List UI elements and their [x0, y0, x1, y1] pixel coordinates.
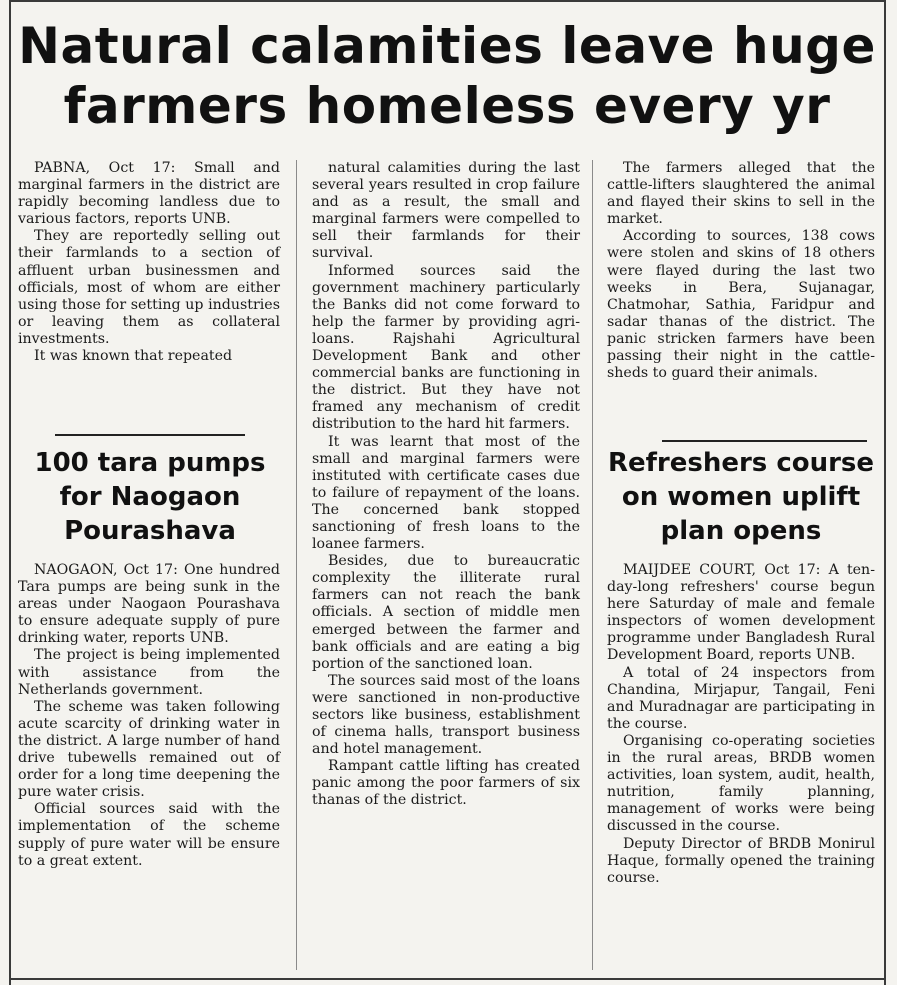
pumps-paragraph: The project is being implemented with assistance from the Netherlands government. [18, 647, 280, 698]
main-story-paragraph: natural calamities during the last several years resulted in crop failure and as a result, the small and marginal farmers were compelled to sell their farmlands for their survival. [312, 160, 580, 262]
main-story-paragraph: It was learnt that most of the small and marginal farmers were instituted with certificate cases due to failure of repayment of the loans. The concerned bank stopped sanctioning of fresh loans to the loanee farmers. [312, 433, 580, 553]
main-story-column-1 [18, 160, 280, 365]
story-separator-rule [55, 434, 245, 436]
story-separator-rule [662, 440, 867, 442]
frame-top-border [9, 0, 886, 2]
refreshers-paragraph: A total of 24 inspectors from Chandina, Mirjapur, Tangail, Feni and Muradnagar are participating in the course. [607, 664, 875, 732]
frame-bottom-border [9, 978, 886, 980]
pumps-paragraph: The scheme was taken following acute scarcity of drinking water in the district. A large number of hand drive tubewells remained out of order for a long time deepening the pure water crisis. [18, 698, 280, 801]
pumps-paragraph: Official sources said with the implementation of the scheme supply of pure water will be ensure to a great extent. [18, 801, 280, 869]
column-divider [296, 160, 297, 970]
main-story-paragraph: Rampant cattle lifting has created panic among the poor farmers of six thanas of the district. [312, 758, 580, 809]
column-divider [592, 160, 593, 970]
refreshers-paragraph: Deputy Director of BRDB Monirul Haque, formally opened the training course. [607, 835, 875, 886]
pumps-headline: 100 tara pumps for Naogaon Pourashava [34, 448, 266, 546]
main-story-column-2 [312, 160, 580, 810]
main-story-paragraph: Informed sources said the government machinery particularly the Banks did not come forward to help the farmer by providing agri-loans. Rajshahi Agricultural Development Bank and other commercial banks are functioning in the district. But they have not framed any mechanism of credit distribution to the hard hit farmers. [312, 262, 580, 433]
main-headline: Natural calamities leave huge farmers homeless every yr [18, 17, 876, 135]
main-story-paragraph: PABNA, Oct 17: Small and marginal farmers in the district are rapidly becoming landless due to various factors, reports UNB. [18, 160, 280, 228]
pumps-story-body [18, 562, 280, 870]
pumps-paragraph: NAOGAON, Oct 17: One hundred Tara pumps are being sunk in the areas under Naogaon Pourashava to ensure adequate supply of pure drinking water, reports UNB. [18, 562, 280, 647]
frame-left-border [9, 0, 11, 985]
main-story-column-3 [607, 160, 875, 382]
main-story-paragraph: The sources said most of the loans were sanctioned in non-productive sectors like business, establishment of cinema halls, transport business and hotel management. [312, 672, 580, 758]
refreshers-paragraph: MAIJDEE COURT, Oct 17: A ten-day-long refreshers' course begun here Saturday of male and female inspectors of women development programme under Bangladesh Rural Development Board, reports UNB. [607, 562, 875, 664]
main-story-paragraph: They are reportedly selling out their farmlands to a section of affluent urban businessmen and officials, most of whom are either using those for setting up industries or leaving them as collateral investments. [18, 228, 280, 347]
refreshers-story-body [607, 562, 875, 887]
main-story-paragraph: Besides, due to bureaucratic complexity the illiterate rural farmers can not reach the bank officials. A section of middle men emerged between the farmer and bank officials and are eating a big portion of the sanctioned loan. [312, 553, 580, 672]
refreshers-paragraph: Organising co-operating societies in the rural areas, BRDB women activities, loan system, audit, health, nutrition, family planning, management of works were being discussed in the course. [607, 732, 875, 835]
refreshers-headline: Refreshers course on women uplift plan opens [607, 448, 875, 546]
main-story-paragraph: According to sources, 138 cows were stolen and skins of 18 others were flayed during the last two weeks in Bera, Sujanagar, Chatmohar, Sathia, Faridpur and sadar thanas of the district. The panic stricken farmers have been passing their night in the cattle-sheds to guard their animals. [607, 228, 875, 382]
main-story-paragraph: The farmers alleged that the cattle-lifters slaughtered the animal and flayed their skins to sell in the market. [607, 160, 875, 228]
frame-right-border [884, 0, 886, 985]
main-story-paragraph: It was known that repeated [34, 348, 233, 365]
